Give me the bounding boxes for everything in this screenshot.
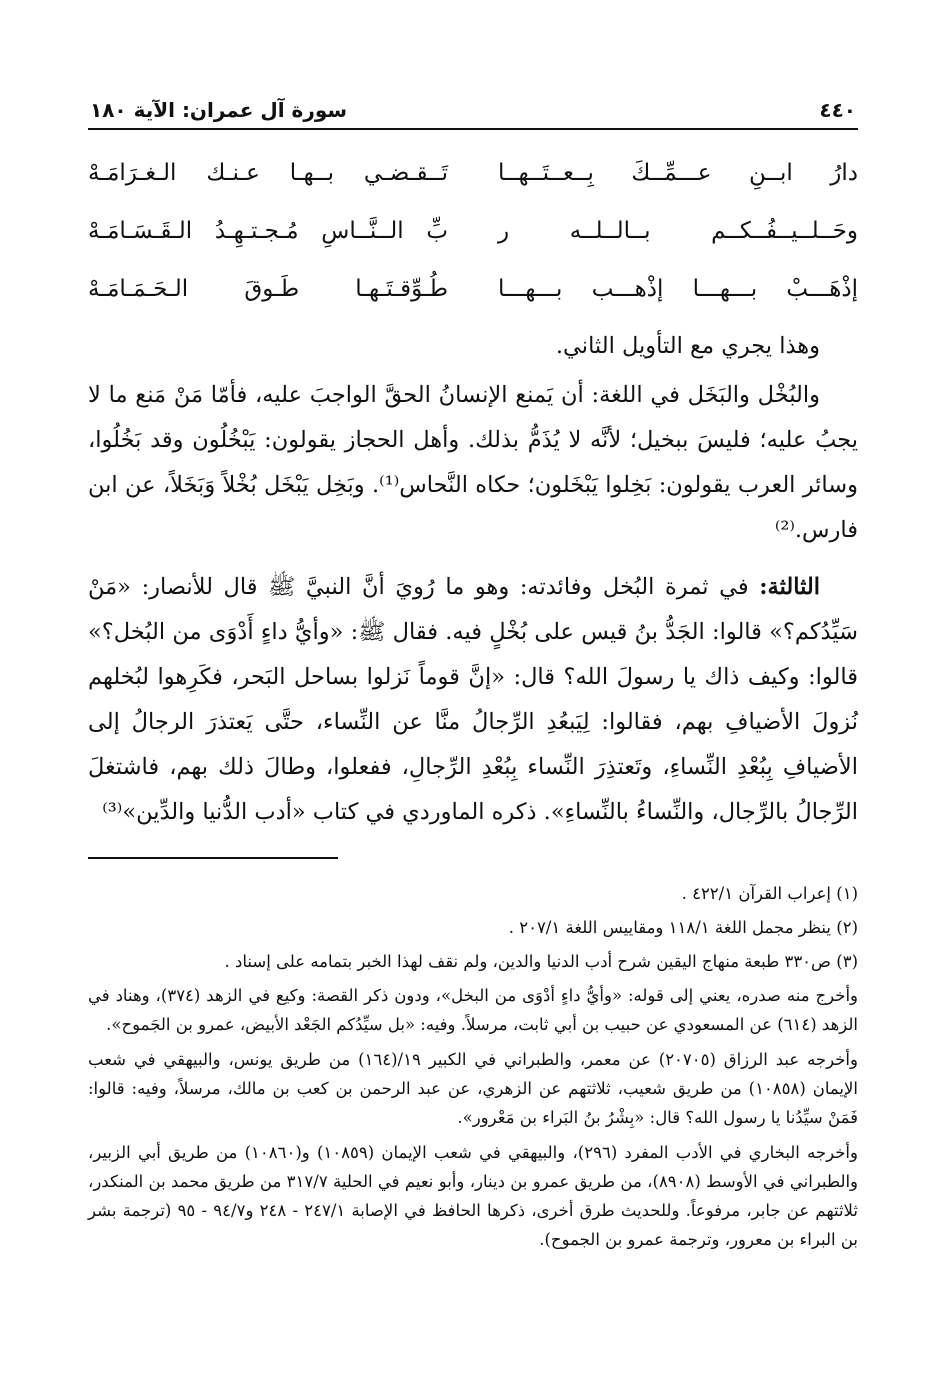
header-divider xyxy=(88,128,858,130)
verse-first-hemistich: دارُ ابــنِ عـــمِّــكَ بِــعــتَــهــا xyxy=(498,160,858,186)
page-number: ٤٤٠ xyxy=(819,98,856,122)
paragraph-commentary xyxy=(88,324,858,369)
footnote-1: (١) إعراب القرآن ٤٢٢/١ . xyxy=(681,884,858,903)
poem-verse xyxy=(88,144,858,202)
section-lead: الثالثة: xyxy=(759,574,820,600)
footnote-3-detail: وأخرجه عبد الرزاق (٢٠٧٠٥) عن معمر، والطبراني في الكبير ١٩/(١٦٤) من طريق يونس، والبيهقي في شعب الإيمان (١٠٨٥٨) من طريق شعيب، ثلاثتهم عن الزهري، عن عبد الرحمن بن كعب بن مالك، مرسلاً، وفيه: قالوا: فَمَنْ سيِّدُنا يا رسول الله؟ قال: «بِشْرُ بنُ البَراء بن مَعْرور». xyxy=(88,1050,859,1127)
verse-first-hemistich: إذْهَـــبْ بـــهـــا إذْهـــب بـــهـــا xyxy=(498,276,858,302)
footnote-divider xyxy=(88,857,338,859)
paragraph-definition xyxy=(88,373,858,553)
paragraph-third-point xyxy=(88,565,858,835)
footnote-3: (٣) ص٣٣٠ طبعة منهاج اليقين شرح أدب الدنيا والدين، ولم نقف لهذا الخبر بتمامه على إسناد . xyxy=(224,952,858,971)
footnote-3-detail: وأخرجه البخاري في الأدب المفرد (٢٩٦)، والبيهقي في شعب الإيمان (١٠٨٥٩) و(١٠٨٦٠) من طريق أبي الزبير، والطبراني في الأوسط (٨٩٠٨)، من طريق عمرو بن دينار، وأبو نعيم في الحلية ٣١٧/٧ من طريق محمد بن المنكدر، ثلاثتهم عن جابر، مرفوعاً. وللحديث طرق أخرى، ذكرها الحافظ في الإصابة ٢٤٧/١ - ٢٤٨ و٩٤/٧ - ٩٥ (ترجمة بشر بن البراء بن معرور، وترجمة عمرو بن الجموح). xyxy=(88,1143,859,1249)
book-page xyxy=(88,78,858,1260)
paragraph-text: في ثمرة البُخل وفائدته: وهو ما رُويَ أنَّ النبيَّ ﷺ قال للأنصار: «مَنْ سَيِّدُكم؟» قالوا: الجَدُّ بنُ قيس على بُخْلٍ فيه. فقال ﷺ: «وأيُّ داءٍ أَدْوَى من البُخل؟» قالوا: وكيف ذاك يا رسولَ الله؟ قال: «إنَّ قوماً نَزلوا بساحل البَحر، فكَرِهوا لبُخلهم نُزولَ الأضيافِ بهم، فقالوا: لِيَبعُدِ الرِّجالُ منَّا عن النِّساء، حتَّى يَعتذرَ الرجالُ إلى الأضيافِ بِبُعْدِ النِّساءِ، وتَعتذِرَ النِّساء بِبُعْدِ الرِّجالِ، ففعلوا، وطالَ ذلك بهم، فاشتغلَ الرِّجالُ بالرِّجال، والنِّساءُ بالنِّساءِ». ذكره الماوردي في كتاب «أدب الدُّنيا والدِّين»⁽³⁾ xyxy=(88,574,858,825)
running-header xyxy=(88,78,858,128)
poem-verse xyxy=(88,202,858,260)
paragraph-text: والبُخْل والبَخَل في اللغة: أن يَمنع الإنسانُ الحقَّ الواجبَ عليه، فأمّا مَنْ مَنع ما لا يجبُ عليه؛ فليسَ ببخيل؛ لأنَّه لا يُذَمُّ بذلك. وأهل الحجاز يقولون: يَبْخُلُون وقد بَخُلُوا، وسائر العرب يقولون: بَخِلوا يَبْخَلون؛ حكاه النَّحاس⁽¹⁾. وبَخِل يَبْخَل بُخْلاً وَبَخَلاً، عن ابن فارس.⁽²⁾ xyxy=(88,382,858,543)
paragraph-text: وهذا يجري مع التأويل الثاني. xyxy=(555,333,820,359)
verse-second-hemistich: تَــقـضـي بــهـا عـنـك الـغـرَامَـهْ xyxy=(88,160,448,186)
poem-verse xyxy=(88,260,858,318)
footnote-2: (٢) ينظر مجمل اللغة ١١٨/١ ومقاييس اللغة ٢٠٧/١ . xyxy=(508,918,858,937)
footnotes xyxy=(88,879,858,1254)
poem xyxy=(88,144,858,318)
verse-second-hemistich: بِّ الــنَّــاسِ مُـجـتـهِـدُ الـقَـسَـامَـهْ xyxy=(88,218,448,244)
footnote-3-detail: وأخرج منه صدره، يعني إلى قوله: «وأيُّ داءٍ أدْوَى من البخل»، ودون ذكر القصة: وكيع في الزهد (٣٧٤)، وهناد في الزهد (٦١٤) عن المسعودي عن حبيب بن أبي ثابت، مرسلاً. وفيه: «بل سيِّدُكم الجَعْد الأبيض، عمرو بن الجَموح». xyxy=(88,986,858,1034)
chapter-title: سورة آل عمران: الآية ١٨٠ xyxy=(90,98,348,122)
verse-second-hemistich: طُـوِّقـتَـهـا طَـوقَ الـحَـمَـامَـهْ xyxy=(88,276,448,302)
verse-first-hemistich: وحَــلــيــفُــكــم بــالــلــه ر xyxy=(498,218,858,244)
